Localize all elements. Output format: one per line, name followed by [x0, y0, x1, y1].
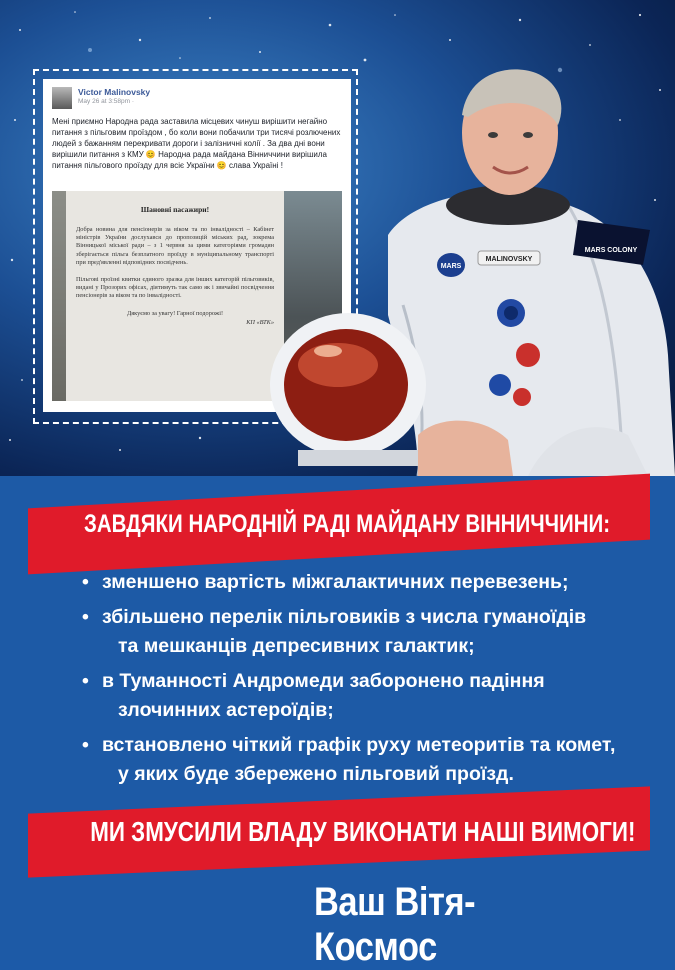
slogan-text: МИ ЗМУСИЛИ ВЛАДУ ВИКОНАТИ НАШІ ВИМОГИ! — [90, 816, 636, 847]
list-item: • в Туманності Андромеди заборонено падіння злочинних астероїдів; — [82, 667, 652, 725]
notice-thanks: Дякуємо за увагу! Гарної подорожі! — [126, 309, 224, 317]
post-author[interactable]: Victor Malinovsky — [78, 87, 151, 97]
list-item: • збільшено перелік пільговиків з числа гуманоїдів та мешканців депресивних галактик; — [82, 603, 652, 661]
mars-patch-text: MARS — [440, 263, 462, 270]
notice-paper — [66, 191, 284, 401]
notice-paragraph-2: Пільгові проїзні квитки єдиного зразка для інших категорій пільговиків, видані у Прозорих офісах, діятимуть так само як і звичайні посвідчення пенсіонерів за віком та по інвалідності. — [76, 276, 274, 300]
notice-sign: КП «ВТК» — [246, 318, 274, 326]
post-text: Мені приємно Народна рада заставила місцевих чинуш вирішити негайно питання з пільговим проїздом , бо коли вони побачили три тисячі розлючених людей з бажанням перекривати дороги і залізничні колії . За два дні вони вирішили питання з КМУ 😊 Народна рада майдана Вінниччини вирішила питання пільгового проїзду для всіє України 😊 слава Україні ! — [52, 117, 341, 170]
list-item: • встановлено чіткий графік руху метеоритів та комет, у яких буде збережено пільговий проїзд. — [82, 731, 652, 789]
signature: Ваш Вітя-Космос — [314, 880, 476, 969]
bullet-list — [82, 568, 652, 795]
bullet-dot: • — [82, 606, 89, 628]
bullet-dot: • — [82, 734, 89, 756]
notice-paragraph-1: Добра новина для пенсіонерів за віком та по інвалідності – Кабінет міністрів України дослухався до пропозицій міських рад, зокрема Вінницької міської ради – з 1 червня за цими категоріями громадян зберігається пільга безплатного проїзду в муніципальному транспорті при пред'явленні відповідних посвідчень. — [76, 226, 274, 266]
author-avatar — [52, 87, 72, 109]
name-tag-text: MALINOVSKY — [485, 256, 533, 263]
mars-colony-text: MARS COLONY — [584, 247, 638, 254]
headline-text: ЗАВДЯКИ НАРОДНІЙ РАДІ МАЙДАНУ ВІННИЧЧИНИ: — [83, 510, 611, 538]
bullet-dot: • — [82, 571, 89, 593]
notice-title: Шановні пасажири! — [140, 205, 210, 214]
astronaut-illustration — [268, 55, 675, 476]
bullet-dot: • — [82, 670, 89, 692]
list-item: • зменшено вартість міжгалактичних перевезень; — [82, 568, 652, 597]
slogan-banner — [28, 786, 650, 877]
post-date[interactable]: May 26 at 3:58pm · — [78, 98, 134, 105]
